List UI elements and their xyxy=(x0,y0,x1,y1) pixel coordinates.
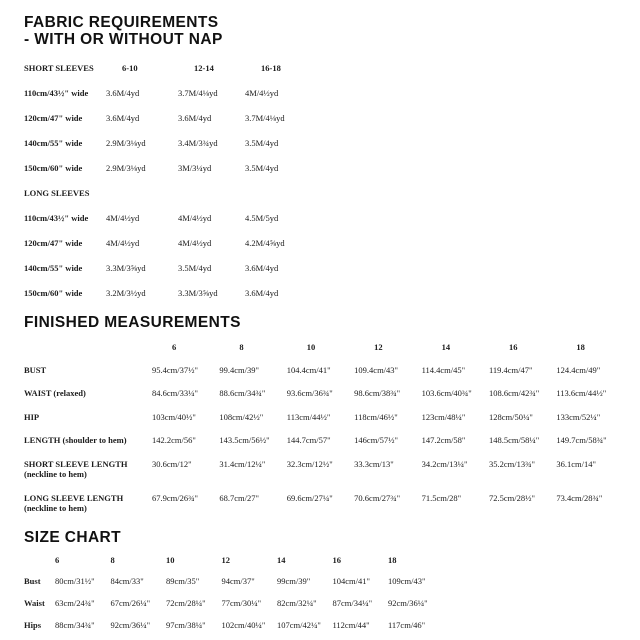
yardage-value: 3.5M/4yd xyxy=(245,138,279,148)
body-measurement-value: 82cm/32¼" xyxy=(277,597,317,608)
measurement-value: 84.6cm/33¼" xyxy=(152,388,198,398)
body-measurement-value: 89cm/35" xyxy=(166,575,200,586)
measurement-value: 31.4cm/12¼" xyxy=(219,458,266,469)
size-range-header-16-18: 16-18 xyxy=(261,63,281,73)
size-header-16: 16 xyxy=(508,342,518,352)
body-measurement-value: 112cm/44" xyxy=(332,619,370,630)
size-chart-row-waist xyxy=(24,598,632,608)
measurement-value: 123cm/48¼" xyxy=(421,411,466,422)
fabric-requirements-title xyxy=(24,14,632,48)
size-header-18: 18 xyxy=(576,342,585,352)
measurement-value: 147.2cm/58" xyxy=(421,435,466,445)
size-chart-size-header-row xyxy=(24,555,632,565)
measurement-row-bust xyxy=(24,365,632,376)
yardage-value: 3.2M/3½yd xyxy=(106,288,146,298)
measurement-value: 144.7cm/57" xyxy=(286,435,331,445)
body-measurement-value: 63cm/24¾" xyxy=(55,597,95,608)
body-measurement-value: 67cm/26¼" xyxy=(110,597,151,608)
yardage-value: 3.6M/4yd xyxy=(106,88,140,98)
measurement-value: 142.2cm/56" xyxy=(152,435,196,445)
size-header-14: 14 xyxy=(441,342,451,352)
body-measurement-value: 84cm/33" xyxy=(110,575,144,586)
yardage-value: 3M/3¼yd xyxy=(178,163,212,173)
body-measurement-value: 97cm/38¼" xyxy=(166,619,206,630)
yardage-value: 4M/4½yd xyxy=(106,238,140,248)
fabric-row-120cm-short xyxy=(24,113,632,123)
measurement-row-label: SHORT SLEEVE LENGTH (neckline to hem) xyxy=(24,458,128,479)
measurement-row-label: BUST xyxy=(24,364,47,375)
measurement-row-hip xyxy=(24,412,632,423)
body-measurement-value: 107cm/42¼" xyxy=(277,619,321,630)
size-header-12: 12 xyxy=(374,342,383,352)
size-header-12: 12 xyxy=(221,554,230,565)
finished-measurements-section xyxy=(24,315,632,514)
measurement-value: 124.4cm/49" xyxy=(556,364,601,375)
long-sleeves-table xyxy=(24,188,632,298)
fabric-row-150cm-long xyxy=(24,288,632,298)
size-chart-row-label: Bust xyxy=(24,575,41,586)
measurement-value: 71.5cm/28" xyxy=(421,492,462,503)
measurement-value: 36.1cm/14" xyxy=(556,458,596,469)
measurement-value: 114.4cm/45" xyxy=(421,364,466,375)
fabric-row-150cm-short xyxy=(24,163,632,173)
measurement-value: 35.2cm/13¾" xyxy=(488,458,535,469)
size-header-8: 8 xyxy=(110,554,115,565)
size-header-6: 6 xyxy=(172,342,177,352)
yardage-value: 2.9M/3⅛yd xyxy=(106,163,146,173)
size-header-8: 8 xyxy=(239,342,244,352)
body-measurement-value: 102cm/40¼" xyxy=(221,619,266,630)
measurement-value: 104.4cm/41" xyxy=(286,364,331,375)
measurement-value: 68.7cm/27" xyxy=(219,492,259,503)
size-header-14: 14 xyxy=(277,554,286,565)
body-measurement-value: 87cm/34¼" xyxy=(332,597,373,608)
measurement-value: 108.6cm/42¾" xyxy=(488,388,540,398)
fabric-width-label: 150cm/60" wide xyxy=(24,288,83,298)
fabric-width-label: 140cm/55" wide xyxy=(24,138,83,148)
size-chart-row-bust xyxy=(24,576,632,586)
body-measurement-value: 117cm/46" xyxy=(388,619,426,630)
finished-measurements-size-header-row xyxy=(24,342,632,353)
measurement-value: 133cm/52¼" xyxy=(556,411,601,422)
yardage-value: 4M/4½yd xyxy=(178,213,212,223)
measurement-value: 98.6cm/38¾" xyxy=(354,388,401,398)
size-header-10: 10 xyxy=(166,554,175,565)
yardage-value: 3.6M/4yd xyxy=(245,263,279,273)
yardage-value: 4.5M/5yd xyxy=(245,213,279,223)
measurement-value: 95.4cm/37½" xyxy=(152,364,198,375)
yardage-value: 3.5M/4yd xyxy=(245,163,279,173)
measurement-value: 33.3cm/13" xyxy=(354,458,394,469)
measurement-value: 30.6cm/12" xyxy=(152,458,192,469)
size-chart-row-label: Waist xyxy=(24,597,45,608)
yardage-value: 2.9M/3⅛yd xyxy=(106,138,146,148)
measurement-row-label: HIP xyxy=(24,411,40,422)
yardage-value: 4.2M/4⅝yd xyxy=(245,238,285,248)
short-sleeves-header-row xyxy=(24,63,632,73)
yardage-value: 4M/4½yd xyxy=(106,213,140,223)
size-header-10: 10 xyxy=(306,342,316,352)
fabric-row-110cm-long xyxy=(24,213,632,223)
long-sleeves-label: LONG SLEEVES xyxy=(24,188,90,198)
measurement-value: 113.6cm/44½" xyxy=(556,388,607,398)
measurement-value: 119.4cm/47" xyxy=(488,364,533,375)
size-chart-row-label: Hips xyxy=(24,619,42,630)
body-measurement-value: 72cm/28¼" xyxy=(166,597,206,608)
yardage-value: 3.7M/4⅛yd xyxy=(245,113,285,123)
yardage-value: 3.3M/3⅝yd xyxy=(106,263,146,273)
body-measurement-value: 77cm/30¼" xyxy=(221,597,262,608)
size-chart-row-hips xyxy=(24,620,632,630)
measurement-row-length xyxy=(24,435,632,446)
fabric-row-140cm-short xyxy=(24,138,632,148)
measurement-row-waist xyxy=(24,388,632,399)
body-measurement-value: 92cm/36¼" xyxy=(110,619,151,630)
yardage-value: 4M/4½yd xyxy=(245,88,279,98)
measurement-value: 72.5cm/28½" xyxy=(488,492,535,503)
body-measurement-value: 94cm/37" xyxy=(221,575,255,586)
yardage-value: 4M/4½yd xyxy=(178,238,212,248)
yardage-value: 3.6M/4yd xyxy=(245,288,279,298)
fabric-width-label: 150cm/60" wide xyxy=(24,163,83,173)
measurement-row-label: WAIST (relaxed) xyxy=(24,388,86,398)
measurement-row-label: LONG SLEEVE LENGTH (neckline to hem) xyxy=(24,492,124,513)
size-chart-title: SIZE CHART xyxy=(24,528,121,546)
measurement-value: 88.6cm/34¾" xyxy=(219,388,266,398)
fabric-row-140cm-long xyxy=(24,263,632,273)
fabric-row-110cm-short xyxy=(24,88,632,98)
body-measurement-value: 80cm/31½" xyxy=(55,575,95,586)
yardage-value: 3.5M/4yd xyxy=(178,263,212,273)
body-measurement-value: 92cm/36¼" xyxy=(388,597,428,608)
measurement-value: 108cm/42½" xyxy=(219,411,264,422)
measurement-value: 103cm/40½" xyxy=(152,411,196,422)
yardage-value: 3.6M/4yd xyxy=(106,113,140,123)
measurement-value: 128cm/50¼" xyxy=(488,411,533,422)
measurement-value: 109.4cm/43" xyxy=(354,364,399,375)
size-chart-section xyxy=(24,530,632,630)
yardage-value: 3.6M/4yd xyxy=(178,113,212,123)
measurement-value: 32.3cm/12½" xyxy=(286,458,333,469)
measurement-value: 113cm/44½" xyxy=(286,411,331,422)
fabric-width-label: 140cm/55" wide xyxy=(24,263,83,273)
measurement-value: 149.7cm/58¾" xyxy=(556,435,607,445)
fabric-width-label: 110cm/43½" wide xyxy=(24,213,89,223)
measurement-value: 34.2cm/13¼" xyxy=(421,458,468,469)
body-measurement-value: 104cm/41" xyxy=(332,575,370,586)
measurement-value: 69.6cm/27¼" xyxy=(286,492,333,503)
body-measurement-value: 99cm/39" xyxy=(277,575,311,586)
fabric-width-label: 110cm/43½" wide xyxy=(24,88,89,98)
measurement-value: 93.6cm/36¾" xyxy=(286,388,333,398)
size-range-header-6-10: 6-10 xyxy=(122,63,138,73)
measurement-row-label: LENGTH (shoulder to hem) xyxy=(24,435,127,445)
fabric-row-120cm-long xyxy=(24,238,632,248)
short-sleeves-label: SHORT SLEEVES xyxy=(24,63,94,73)
fabric-requirements-title-line2: - WITH OR WITHOUT NAP xyxy=(24,31,223,48)
measurement-value: 70.6cm/27¾" xyxy=(354,492,401,503)
measurement-value: 103.6cm/40¾" xyxy=(421,388,472,398)
measurement-value: 73.4cm/28¾" xyxy=(556,492,603,503)
measurement-value: 99.4cm/39" xyxy=(219,364,259,375)
yardage-value: 3.3M/3⅝yd xyxy=(178,288,218,298)
size-header-18: 18 xyxy=(388,554,397,565)
measurement-value: 67.9cm/26¾" xyxy=(152,492,198,503)
measurement-row-long-sleeve-length xyxy=(24,493,632,514)
measurement-value: 146cm/57½" xyxy=(354,435,399,445)
measurement-value: 143.5cm/56½" xyxy=(219,435,270,445)
measurement-value: 148.5cm/58¼" xyxy=(488,435,540,445)
body-measurement-value: 109cm/43" xyxy=(388,575,426,586)
size-header-6: 6 xyxy=(55,554,60,565)
yardage-value: 3.4M/3¾yd xyxy=(178,138,218,148)
size-range-header-12-14: 12-14 xyxy=(194,63,214,73)
finished-measurements-title: FINISHED MEASUREMENTS xyxy=(24,314,241,331)
body-measurement-value: 88cm/34¾" xyxy=(55,619,95,630)
size-header-16: 16 xyxy=(332,554,341,565)
fabric-width-label: 120cm/47" wide xyxy=(24,238,83,248)
short-sleeves-table xyxy=(24,63,632,173)
fabric-requirements-title-line1: FABRIC REQUIREMENTS xyxy=(24,14,219,31)
measurement-row-short-sleeve-length xyxy=(24,459,632,480)
fabric-width-label: 120cm/47" wide xyxy=(24,113,83,123)
measurement-value: 118cm/46½" xyxy=(354,411,398,422)
yardage-value: 3.7M/4⅛yd xyxy=(178,88,218,98)
